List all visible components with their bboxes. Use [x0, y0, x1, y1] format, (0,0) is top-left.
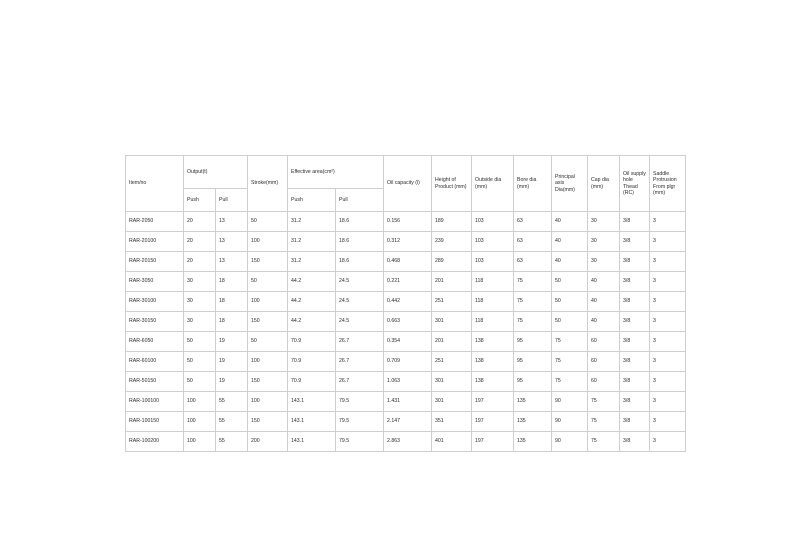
cell-cap-dia: 60 [588, 332, 620, 352]
cell-oil-capacity: 0.354 [384, 332, 432, 352]
cell-output-push: 20 [184, 252, 216, 272]
col-header-cap-dia: Cap dia (mm) [588, 156, 620, 212]
col-header-principal-axis-dia: Principal axis Dia(mm) [552, 156, 588, 212]
cell-area-push: 143.1 [288, 392, 336, 412]
cell-stroke: 150 [248, 412, 288, 432]
cell-principal-axis-dia: 40 [552, 232, 588, 252]
col-header-output-pull: Pull [216, 189, 248, 212]
cell-principal-axis-dia: 40 [552, 252, 588, 272]
cell-output-pull: 13 [216, 252, 248, 272]
col-header-saddle-protrusion: Saddle Protrusion From plgr (mm) [650, 156, 686, 212]
cell-item-no: RAR-60100 [126, 352, 184, 372]
table-body [126, 212, 686, 452]
cell-item-no: RAR-100200 [126, 432, 184, 452]
col-header-item-no: Item/no [126, 156, 184, 212]
cell-stroke: 100 [248, 292, 288, 312]
cell-saddle-protrusion: 3 [650, 292, 686, 312]
cell-height-of-product: 189 [432, 212, 472, 232]
table-row [126, 432, 686, 452]
cell-output-push: 20 [184, 212, 216, 232]
cell-oil-supply-hole-thread: 3/8 [620, 352, 650, 372]
col-header-height-of-product: Height of Product (mm) [432, 156, 472, 212]
cell-oil-capacity: 0.468 [384, 252, 432, 272]
cell-output-pull: 55 [216, 412, 248, 432]
table-row [126, 272, 686, 292]
cell-oil-supply-hole-thread: 3/8 [620, 272, 650, 292]
cell-oil-supply-hole-thread: 3/8 [620, 412, 650, 432]
cell-stroke: 150 [248, 372, 288, 392]
col-header-bore-dia: Bore dia (mm) [514, 156, 552, 212]
cell-bore-dia: 75 [514, 312, 552, 332]
cell-output-push: 50 [184, 352, 216, 372]
cell-saddle-protrusion: 3 [650, 432, 686, 452]
specification-table [125, 155, 686, 452]
col-header-area-pull: Pull [336, 189, 384, 212]
col-header-outside-dia: Outside dia (mm) [472, 156, 514, 212]
cell-area-pull: 18.6 [336, 252, 384, 272]
cell-output-pull: 19 [216, 372, 248, 392]
cell-height-of-product: 251 [432, 352, 472, 372]
cell-principal-axis-dia: 50 [552, 292, 588, 312]
cell-area-pull: 26.7 [336, 372, 384, 392]
table-row [126, 392, 686, 412]
cell-output-pull: 13 [216, 232, 248, 252]
cell-oil-supply-hole-thread: 3/8 [620, 292, 650, 312]
cell-outside-dia: 118 [472, 272, 514, 292]
table-header [126, 156, 686, 212]
cell-output-pull: 19 [216, 352, 248, 372]
cell-cap-dia: 75 [588, 432, 620, 452]
cell-saddle-protrusion: 3 [650, 352, 686, 372]
cell-outside-dia: 138 [472, 372, 514, 392]
cell-output-pull: 18 [216, 312, 248, 332]
cell-principal-axis-dia: 90 [552, 432, 588, 452]
cell-cap-dia: 60 [588, 372, 620, 392]
cell-area-push: 70.9 [288, 332, 336, 352]
cell-oil-capacity: 1.431 [384, 392, 432, 412]
cell-bore-dia: 95 [514, 372, 552, 392]
cell-oil-capacity: 2.863 [384, 432, 432, 452]
cell-oil-capacity: 0.442 [384, 292, 432, 312]
cell-saddle-protrusion: 3 [650, 312, 686, 332]
cell-saddle-protrusion: 3 [650, 372, 686, 392]
cell-height-of-product: 301 [432, 392, 472, 412]
cell-bore-dia: 95 [514, 352, 552, 372]
cell-output-push: 100 [184, 432, 216, 452]
cell-area-pull: 24.5 [336, 292, 384, 312]
cell-outside-dia: 118 [472, 292, 514, 312]
cell-area-push: 44.2 [288, 292, 336, 312]
cell-principal-axis-dia: 40 [552, 212, 588, 232]
cell-output-pull: 18 [216, 292, 248, 312]
cell-saddle-protrusion: 3 [650, 332, 686, 352]
cell-oil-capacity: 1.063 [384, 372, 432, 392]
cell-oil-capacity: 0.156 [384, 212, 432, 232]
cell-saddle-protrusion: 3 [650, 232, 686, 252]
cell-area-push: 44.2 [288, 312, 336, 332]
cell-output-push: 50 [184, 332, 216, 352]
cell-oil-supply-hole-thread: 3/8 [620, 372, 650, 392]
table-row [126, 292, 686, 312]
cell-area-pull: 79.5 [336, 432, 384, 452]
cell-output-push: 30 [184, 292, 216, 312]
col-header-output-push: Push [184, 189, 216, 212]
cell-area-pull: 24.5 [336, 312, 384, 332]
cell-saddle-protrusion: 3 [650, 212, 686, 232]
cell-stroke: 50 [248, 272, 288, 292]
cell-output-pull: 13 [216, 212, 248, 232]
col-header-stroke: Stroke(mm) [248, 156, 288, 212]
cell-stroke: 100 [248, 392, 288, 412]
cell-oil-supply-hole-thread: 3/8 [620, 212, 650, 232]
cell-item-no: RAR-6050 [126, 332, 184, 352]
cell-oil-capacity: 2.147 [384, 412, 432, 432]
cell-outside-dia: 197 [472, 432, 514, 452]
cell-saddle-protrusion: 3 [650, 392, 686, 412]
cell-outside-dia: 138 [472, 352, 514, 372]
cell-height-of-product: 251 [432, 292, 472, 312]
col-header-oil-capacity: Oil capacity (l) [384, 156, 432, 212]
cell-oil-capacity: 0.663 [384, 312, 432, 332]
col-header-oil-supply-hole-thread: Oil supply hole Thead (RC) [620, 156, 650, 212]
cell-item-no: RAR-100100 [126, 392, 184, 412]
cell-area-pull: 79.5 [336, 412, 384, 432]
cell-saddle-protrusion: 3 [650, 252, 686, 272]
cell-outside-dia: 118 [472, 312, 514, 332]
cell-output-push: 30 [184, 312, 216, 332]
cell-outside-dia: 103 [472, 212, 514, 232]
cell-cap-dia: 75 [588, 392, 620, 412]
cell-oil-supply-hole-thread: 3/8 [620, 232, 650, 252]
cell-area-push: 143.1 [288, 412, 336, 432]
cell-bore-dia: 135 [514, 392, 552, 412]
cell-height-of-product: 289 [432, 252, 472, 272]
cell-area-push: 70.9 [288, 372, 336, 392]
cell-area-push: 31.2 [288, 212, 336, 232]
cell-outside-dia: 197 [472, 392, 514, 412]
cell-cap-dia: 40 [588, 292, 620, 312]
cell-cap-dia: 75 [588, 412, 620, 432]
cell-oil-supply-hole-thread: 3/8 [620, 312, 650, 332]
cell-outside-dia: 138 [472, 332, 514, 352]
cell-cap-dia: 40 [588, 312, 620, 332]
cell-cap-dia: 30 [588, 252, 620, 272]
cell-height-of-product: 401 [432, 432, 472, 452]
cell-stroke: 100 [248, 232, 288, 252]
cell-area-push: 31.2 [288, 252, 336, 272]
cell-cap-dia: 60 [588, 352, 620, 372]
col-header-output: Output(t) [184, 156, 248, 189]
cell-output-push: 20 [184, 232, 216, 252]
cell-bore-dia: 63 [514, 252, 552, 272]
cell-area-push: 31.2 [288, 232, 336, 252]
cell-bore-dia: 135 [514, 412, 552, 432]
cell-saddle-protrusion: 3 [650, 272, 686, 292]
cell-area-push: 44.2 [288, 272, 336, 292]
cell-area-push: 143.1 [288, 432, 336, 452]
cell-outside-dia: 103 [472, 252, 514, 272]
cell-oil-supply-hole-thread: 3/8 [620, 432, 650, 452]
cell-area-pull: 24.5 [336, 272, 384, 292]
cell-output-pull: 19 [216, 332, 248, 352]
table-row [126, 412, 686, 432]
spec-table-container [125, 155, 675, 452]
cell-height-of-product: 239 [432, 232, 472, 252]
cell-bore-dia: 63 [514, 212, 552, 232]
cell-stroke: 200 [248, 432, 288, 452]
table-row [126, 372, 686, 392]
cell-output-push: 100 [184, 412, 216, 432]
table-row [126, 312, 686, 332]
table-row [126, 212, 686, 232]
cell-area-pull: 26.7 [336, 352, 384, 372]
cell-area-pull: 79.5 [336, 392, 384, 412]
header-row-primary [126, 156, 686, 189]
cell-principal-axis-dia: 75 [552, 372, 588, 392]
cell-oil-capacity: 0.221 [384, 272, 432, 292]
table-row [126, 352, 686, 372]
table-row [126, 332, 686, 352]
cell-output-pull: 55 [216, 392, 248, 412]
cell-area-push: 70.9 [288, 352, 336, 372]
cell-oil-supply-hole-thread: 3/8 [620, 332, 650, 352]
cell-item-no: RAR-50150 [126, 372, 184, 392]
cell-item-no: RAR-3050 [126, 272, 184, 292]
cell-principal-axis-dia: 75 [552, 352, 588, 372]
cell-item-no: RAR-2050 [126, 212, 184, 232]
cell-item-no: RAR-20100 [126, 232, 184, 252]
cell-bore-dia: 75 [514, 292, 552, 312]
cell-output-pull: 18 [216, 272, 248, 292]
cell-area-pull: 26.7 [336, 332, 384, 352]
cell-item-no: RAR-100150 [126, 412, 184, 432]
cell-stroke: 150 [248, 252, 288, 272]
cell-oil-capacity: 0.709 [384, 352, 432, 372]
cell-height-of-product: 351 [432, 412, 472, 432]
cell-bore-dia: 75 [514, 272, 552, 292]
col-header-area-push: Push [288, 189, 336, 212]
cell-principal-axis-dia: 50 [552, 272, 588, 292]
cell-principal-axis-dia: 90 [552, 392, 588, 412]
cell-stroke: 100 [248, 352, 288, 372]
cell-stroke: 50 [248, 212, 288, 232]
cell-bore-dia: 95 [514, 332, 552, 352]
cell-outside-dia: 103 [472, 232, 514, 252]
cell-area-pull: 18.6 [336, 232, 384, 252]
cell-principal-axis-dia: 75 [552, 332, 588, 352]
cell-principal-axis-dia: 50 [552, 312, 588, 332]
cell-oil-supply-hole-thread: 3/8 [620, 252, 650, 272]
table-row [126, 252, 686, 272]
cell-height-of-product: 201 [432, 272, 472, 292]
cell-bore-dia: 135 [514, 432, 552, 452]
cell-cap-dia: 30 [588, 232, 620, 252]
cell-output-push: 30 [184, 272, 216, 292]
cell-area-pull: 18.6 [336, 212, 384, 232]
cell-height-of-product: 301 [432, 372, 472, 392]
cell-bore-dia: 63 [514, 232, 552, 252]
cell-oil-capacity: 0.312 [384, 232, 432, 252]
cell-oil-supply-hole-thread: 3/8 [620, 392, 650, 412]
cell-item-no: RAR-30100 [126, 292, 184, 312]
cell-cap-dia: 40 [588, 272, 620, 292]
cell-stroke: 50 [248, 332, 288, 352]
cell-output-push: 100 [184, 392, 216, 412]
cell-height-of-product: 301 [432, 312, 472, 332]
cell-stroke: 150 [248, 312, 288, 332]
cell-saddle-protrusion: 3 [650, 412, 686, 432]
cell-item-no: RAR-20150 [126, 252, 184, 272]
col-header-effective-area: Effective area(cm²) [288, 156, 384, 189]
cell-outside-dia: 197 [472, 412, 514, 432]
cell-cap-dia: 30 [588, 212, 620, 232]
cell-item-no: RAR-30150 [126, 312, 184, 332]
cell-output-push: 50 [184, 372, 216, 392]
cell-output-pull: 55 [216, 432, 248, 452]
cell-principal-axis-dia: 90 [552, 412, 588, 432]
table-row [126, 232, 686, 252]
cell-height-of-product: 201 [432, 332, 472, 352]
